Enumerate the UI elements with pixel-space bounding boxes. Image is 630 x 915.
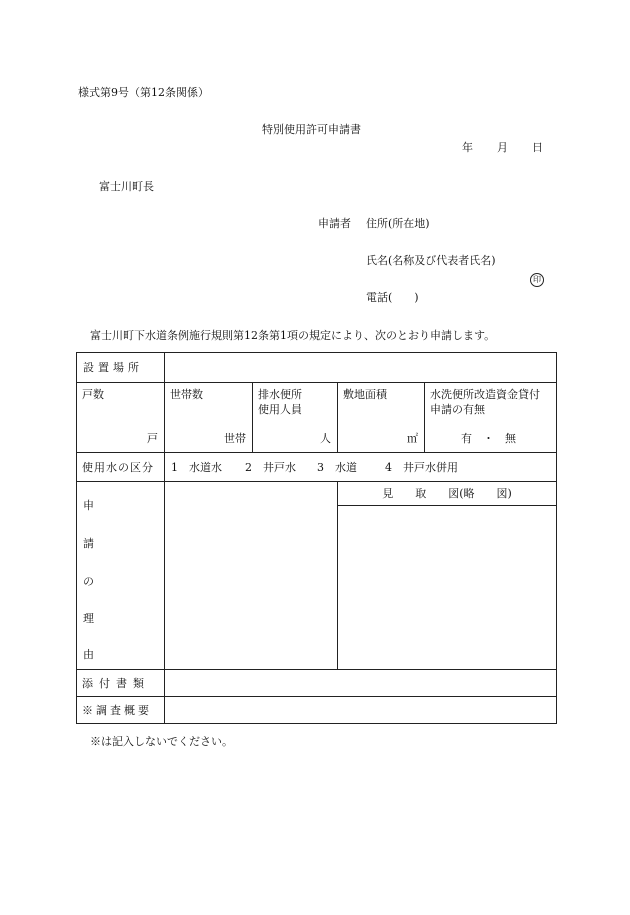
intro-text: 富士川町下水道条例施行規則第12条第1項の規定により、次のとおり申請します。 — [90, 329, 496, 342]
location-label-cell — [77, 353, 165, 383]
survey-label: ※調査概要 — [82, 703, 152, 717]
seal-stamp-icon: 印 — [530, 273, 544, 287]
site-area-label: 敷地面積 — [343, 388, 387, 401]
toilet-users-cell[interactable] — [253, 383, 338, 453]
loan-cell[interactable] — [425, 383, 557, 453]
water-type-label: 使用水の区分 — [82, 460, 154, 474]
water-option-4[interactable]: 4 井戸水併用 — [385, 461, 458, 474]
attachments-input[interactable] — [165, 670, 557, 697]
map-cell[interactable] — [338, 482, 557, 670]
reason-char-3: の — [83, 575, 94, 588]
document-title: 特別使用許可申請書 — [262, 123, 361, 136]
location-label: 設置場所 — [83, 361, 143, 374]
water-option-3[interactable]: 3 水道 — [317, 461, 357, 474]
map-header — [338, 482, 556, 506]
loan-options[interactable]: 有 ・ 無 — [461, 432, 516, 445]
site-area-unit: ㎡ — [407, 432, 418, 445]
toilet-users-unit: 人 — [320, 432, 331, 445]
date-month[interactable]: 月 — [497, 141, 508, 154]
reason-char-1: 申 — [83, 499, 94, 512]
attachments-label-cell — [77, 670, 165, 697]
water-type-label-cell — [77, 453, 165, 482]
survey-label-cell — [77, 697, 165, 724]
loan-label-1: 水洗便所改造資金貸付 — [430, 388, 540, 401]
date-day[interactable]: 日 — [532, 141, 543, 154]
families-label: 世帯数 — [170, 388, 203, 401]
map-drawing-area[interactable] — [338, 506, 556, 669]
survey-input — [165, 697, 557, 724]
households-cell[interactable] — [77, 383, 165, 453]
reason-char-4: 理 — [83, 612, 94, 625]
water-option-2[interactable]: 2 井戸水 — [245, 461, 296, 474]
loan-label-2: 申請の有無 — [430, 403, 485, 416]
toilet-users-label-2: 使用人員 — [258, 403, 302, 416]
applicant-label: 申請者 — [318, 217, 351, 230]
water-type-options[interactable] — [165, 453, 557, 482]
reason-input[interactable] — [165, 482, 338, 670]
reason-char-5: 由 — [83, 648, 94, 661]
applicant-phone-label[interactable]: 電話( ) — [366, 291, 419, 304]
application-form-table — [76, 352, 557, 724]
reason-char-2: 請 — [83, 537, 94, 550]
households-label: 戸数 — [82, 388, 104, 401]
families-cell[interactable] — [165, 383, 253, 453]
footnote: ※は記入しないでください。 — [90, 735, 233, 748]
families-unit: 世帯 — [224, 432, 246, 445]
site-area-cell[interactable] — [338, 383, 425, 453]
water-option-1[interactable]: 1 水道水 — [171, 461, 222, 474]
applicant-name-label[interactable]: 氏名(名称及び代表者氏名) — [366, 254, 496, 267]
toilet-users-label-1: 排水便所 — [258, 388, 302, 401]
location-input[interactable] — [165, 353, 557, 383]
attachments-label: 添付書類 — [82, 676, 150, 690]
households-unit: 戸 — [147, 432, 158, 445]
date-year[interactable]: 年 — [462, 141, 473, 154]
form-number: 様式第9号（第12条関係） — [78, 86, 209, 99]
map-label: 見 取 図(略 図) — [382, 487, 512, 500]
seal-mark — [530, 273, 544, 287]
applicant-address-label[interactable]: 住所(所在地) — [366, 217, 430, 230]
reason-label-cell — [77, 482, 165, 670]
addressee: 富士川町長 — [99, 180, 154, 193]
